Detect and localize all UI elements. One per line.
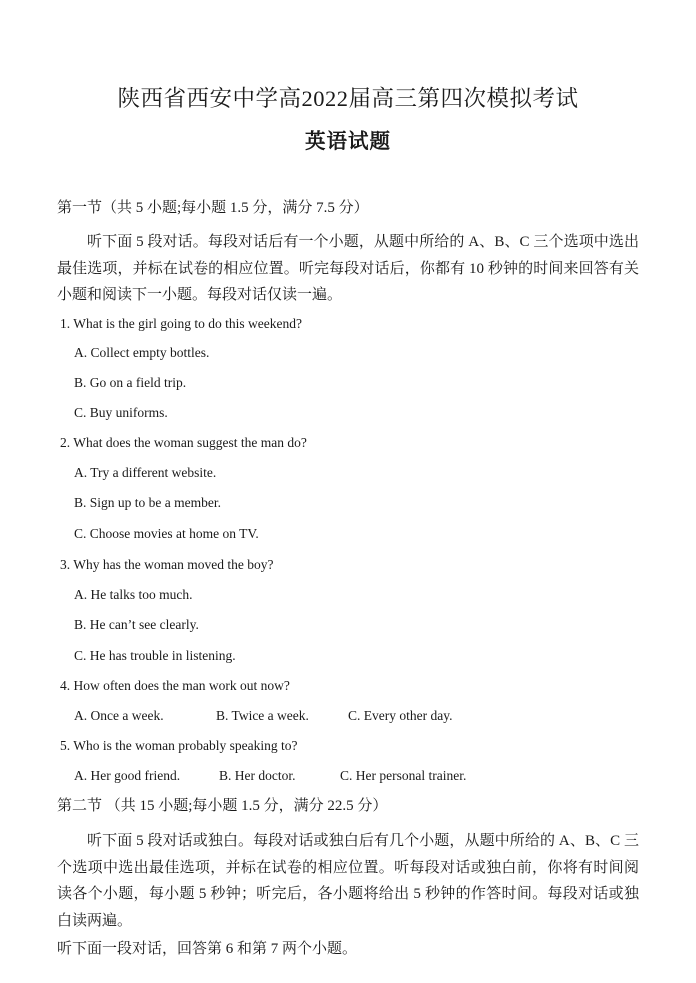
question-1: 1. What is the girl going to do this weekend? [60, 316, 302, 331]
question-2-option-b: B. Sign up to be a member. [74, 495, 221, 510]
question-4-option-c: C. Every other day. [348, 708, 453, 723]
question-3-option-a: A. He talks too much. [74, 587, 193, 602]
question-4-option-b: B. Twice a week. [216, 708, 309, 723]
section1-instructions: 听下面 5 段对话。每段对话后有一个小题，从题中所给的 A、B、C 三个选项中选出最佳选项，并标在试卷的相应位置。听完每段对话后，你都有 10 秒钟的时间来回答有关小题和阅读下一小题。每段对话仅读一遍。 [57, 234, 639, 303]
question-5-option-c: C. Her personal trainer. [340, 768, 467, 783]
question-4: 4. How often does the man work out now? [60, 678, 290, 693]
question-1-option-c: C. Buy uniforms. [74, 405, 168, 420]
question-5-option-b: B. Her doctor. [219, 768, 296, 783]
question-2: 2. What does the woman suggest the man do? [60, 435, 307, 450]
question-3-option-b: B. He can’t see clearly. [74, 617, 199, 632]
question-3: 3. Why has the woman moved the boy? [60, 557, 274, 572]
question-1-option-b: B. Go on a field trip. [74, 375, 187, 390]
question-3-option-c: C. He has trouble in listening. [74, 648, 236, 663]
section1-heading: 第一节（共 5 小题;每小题 1.5 分，满分 7.5 分） [57, 200, 369, 216]
question-2-option-a: A. Try a different website. [74, 465, 217, 480]
page-subtitle: 英语试题 [305, 131, 391, 153]
page-title: 陕西省西安中学高2022届高三第四次模拟考试 [117, 86, 579, 111]
question-5: 5. Who is the woman probably speaking to? [60, 738, 298, 753]
section2-note: 听下面一段对话，回答第 6 和第 7 两个小题。 [57, 941, 358, 957]
section2-heading: 第二节 （共 15 小题;每小题 1.5 分，满分 22.5 分） [57, 798, 388, 814]
question-4-option-a: A. Once a week. [74, 708, 164, 723]
question-5-option-a: A. Her good friend. [74, 768, 181, 783]
question-1-option-a: A. Collect empty bottles. [74, 345, 210, 360]
question-2-option-c: C. Choose movies at home on TV. [74, 526, 259, 541]
section2-instructions: 听下面 5 段对话或独白。每段对话或独白后有几个小题，从题中所给的 A、B、C 三个选项中选出最佳选项，并标在试卷的相应位置。听每段对话或独白前，你将有时间阅读各个小题，每小题 5 秒钟；听完后，各小题将给出 5 秒钟的作答时间。每段对话或独白读两遍。 [57, 833, 639, 929]
